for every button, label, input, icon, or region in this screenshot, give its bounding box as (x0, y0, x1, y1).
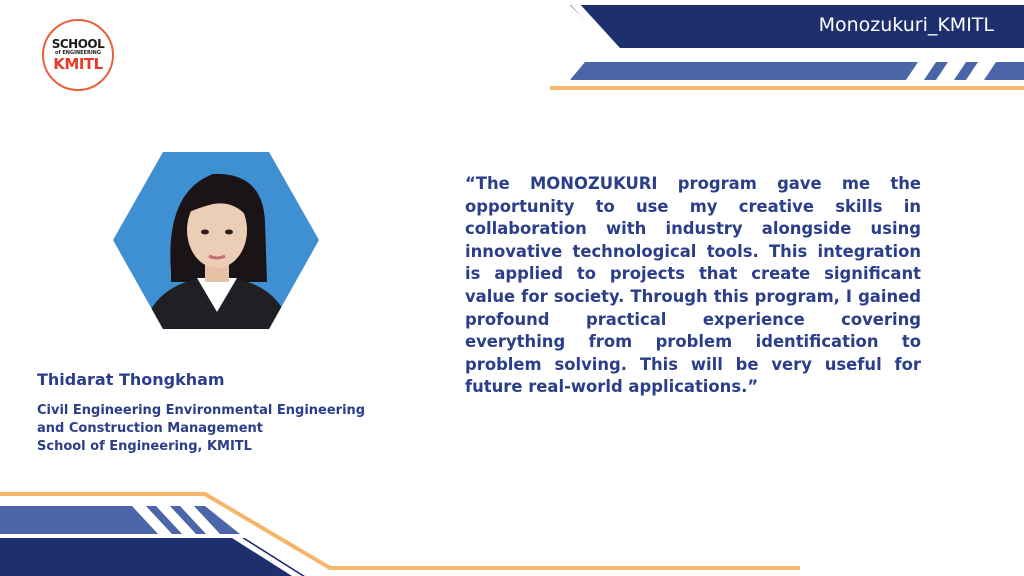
brand-title: Monozukuri_KMITL (818, 14, 994, 36)
affiliation-line: and Construction Management (37, 421, 263, 436)
portrait-photo (113, 152, 319, 329)
testimonial-quote: “The MONOZUKURI program gave me the opportunity to use my creative skills in collaboration with industry alongside using innovative technological tools. This integration is applied to projects that create significant value for society. Through this program, I gained profound practical experience covering everything from problem identification to problem solving. This will be very useful for future real-world applications.” (465, 174, 921, 397)
affiliation-line: Civil Engineering Environmental Engineering (37, 403, 366, 418)
person-name: Thidarat Thongkham (37, 370, 225, 389)
affiliation-line: School of Engineering, KMITL (37, 439, 252, 454)
logo-line-kmitl: KMITL (53, 55, 103, 73)
footer-decoration (0, 488, 820, 576)
school-logo (42, 19, 114, 91)
logo-line-engineering: of ENGINEERING (55, 50, 101, 56)
affiliation (37, 402, 365, 456)
logo-line-school: SCHOOL (51, 37, 105, 51)
